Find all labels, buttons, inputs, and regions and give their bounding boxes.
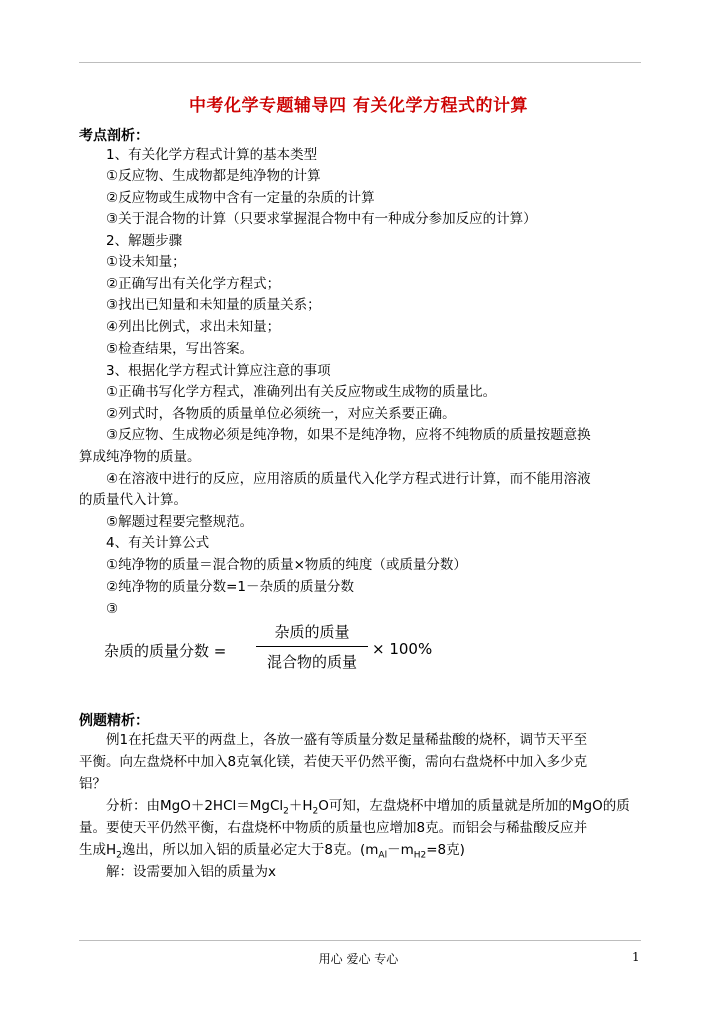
subscript: 2 [283, 806, 289, 817]
analysis-list-line: ①纯净物的质量＝混合物的质量×物质的纯度（或质量分数） [106, 557, 467, 573]
footer-rule [79, 940, 641, 941]
analysis-list-line: ①反应物、生成物都是纯净物的计算 [106, 168, 321, 184]
example-question-line: 铝？ [79, 776, 106, 792]
subscript: 2 [312, 806, 319, 817]
solution-line: 解：设需要加入铝的质量为x [106, 864, 276, 880]
text-run: =8克) [426, 842, 465, 858]
formula-denominator: 混合物的质量 [266, 653, 357, 671]
analysis-line [106, 797, 630, 821]
analysis-list-line: 算成纯净物的质量。 [79, 449, 201, 465]
analysis-list-line: 2、解题步骤 [106, 233, 183, 249]
document-title: 中考化学专题辅导四 有关化学方程式的计算 [189, 96, 528, 116]
analysis-list-line: ③ [106, 601, 119, 617]
formula-right: × 100% [372, 640, 433, 658]
analysis-line [79, 841, 465, 865]
analysis-line: 量。要使天平仍然平衡，右盘烧杯中物质的质量也应增加8克。而铝会与稀盐酸反应并 [79, 820, 588, 836]
subscript: Al [378, 850, 388, 861]
text-run: ＋H [288, 798, 313, 814]
analysis-list-line: ②列式时，各物质的质量单位必须统一，对应关系要正确。 [106, 406, 456, 422]
text-run: O可知，左盘烧杯中增加的质量就是所加的MgO的质 [318, 798, 630, 814]
page-footer: 用心 爱心 专心 [318, 952, 399, 966]
analysis-list-line: 的质量代入计算。 [79, 492, 187, 508]
analysis-list-line: 1、有关化学方程式计算的基本类型 [106, 147, 318, 163]
text-run: 分析：由MgO＋2HCl＝MgCl [106, 798, 284, 814]
subscript: 2 [116, 850, 122, 861]
example-question-line: 平衡。向左盘烧杯中加入8克氧化镁，若使天平仍然平衡，需向右盘烧杯中加入多少克 [79, 754, 588, 770]
analysis-list-line: ③反应物、生成物必须是纯净物，如果不是纯净物，应将不纯物质的质量按题意换 [106, 427, 591, 443]
analysis-list-line: ①正确书写化学方程式，准确列出有关反应物或生成物的质量比。 [106, 384, 497, 400]
section-heading-examples: 例题精析： [79, 713, 149, 729]
text-run: 逸出，所以加入铝的质量必定大于8克。(m [121, 842, 379, 858]
analysis-list-line: ②正确写出有关化学方程式； [106, 276, 281, 292]
page-number: 1 [632, 950, 640, 964]
formula-numerator: 杂质的质量 [274, 623, 350, 641]
analysis-list-line: ⑤检查结果，写出答案。 [106, 341, 254, 357]
analysis-list-line: ①设未知量； [106, 254, 186, 270]
analysis-list-line: ②纯净物的质量分数=1－杂质的质量分数 [106, 579, 355, 595]
formula-left: 杂质的质量分数 = [104, 642, 227, 660]
analysis-list-line: 4、有关计算公式 [106, 535, 210, 551]
subscript: H2 [413, 850, 427, 861]
fraction-bar [256, 646, 368, 647]
analysis-list-line: ③找出已知量和未知量的质量关系； [106, 297, 321, 313]
text-run: 生成H [79, 842, 117, 858]
analysis-list-line: ⑤解题过程要完整规范。 [106, 514, 254, 530]
analysis-list-line: ②反应物或生成物中含有一定量的杂质的计算 [106, 190, 375, 206]
section-heading-analysis: 考点剖析： [79, 128, 149, 144]
formula-fraction [256, 620, 368, 674]
analysis-list-line: ④在溶液中进行的反应，应用溶质的质量代入化学方程式进行计算，而不能用溶液 [106, 471, 591, 487]
analysis-list-line: ③关于混合物的计算（只要求掌握混合物中有一种成分参加反应的计算） [106, 211, 537, 227]
example-question-line: 例1在托盘天平的两盘上，各放一盛有等质量分数足量稀盐酸的烧杯，调节天平至 [106, 732, 588, 748]
header-rule [79, 62, 641, 63]
analysis-list-line: 3、根据化学方程式计算应注意的事项 [106, 363, 331, 379]
impurity-formula [104, 620, 444, 680]
analysis-list-line: ④列出比例式，求出未知量； [106, 319, 281, 335]
text-run: －m [387, 842, 414, 858]
